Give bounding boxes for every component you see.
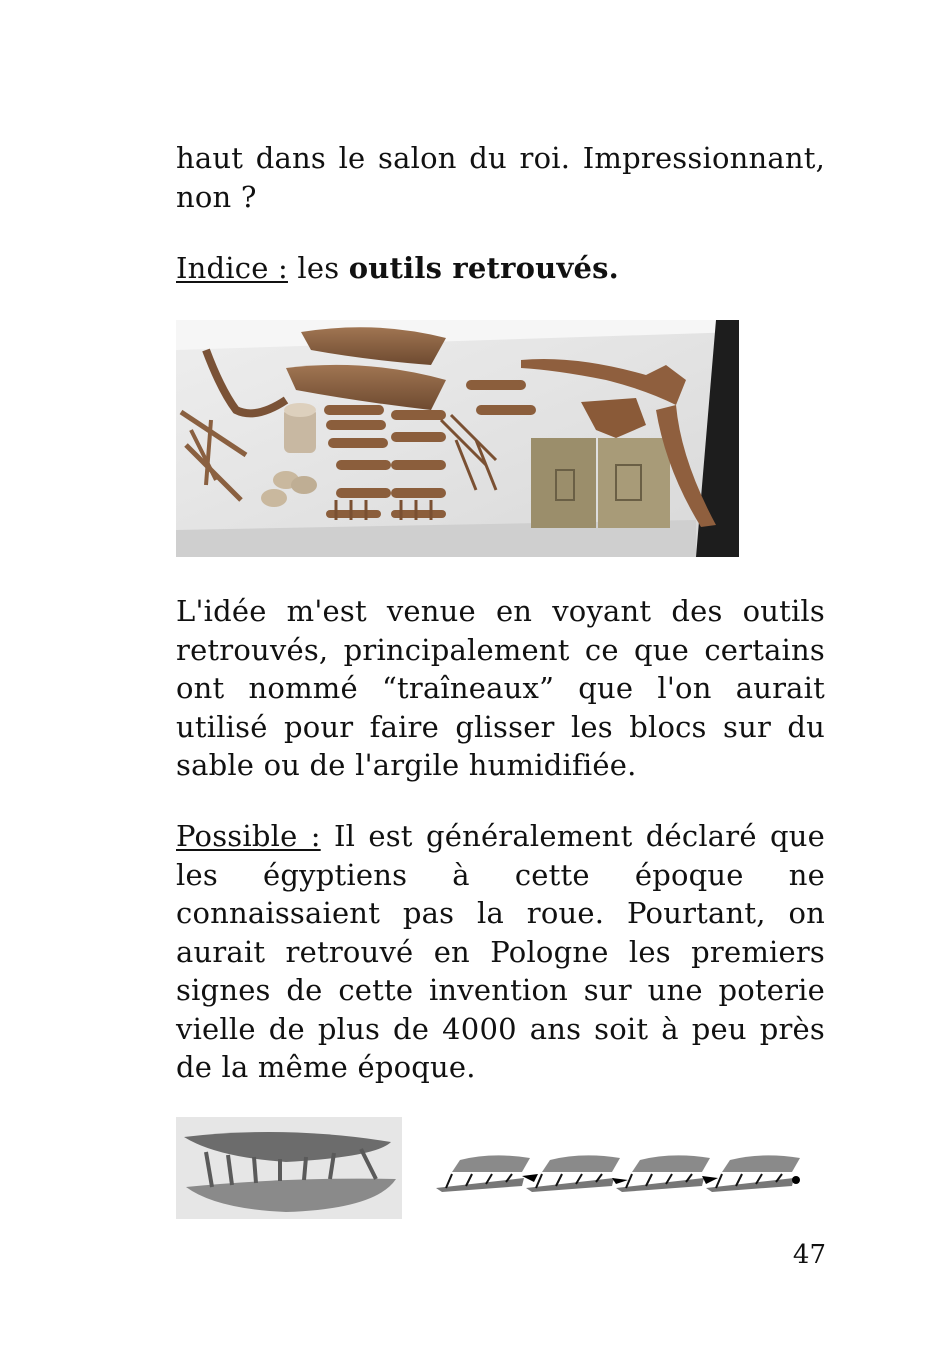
possible-label: Possible : [176,819,321,853]
wooden-sledge-photo-icon [176,1117,402,1219]
indice-line [176,249,825,288]
tools-photo [176,320,739,557]
indice-label: Indice : [176,251,288,285]
paragraph-top-text: haut dans le salon du roi. Impressionnant, non ? [176,141,825,214]
page-number: 47 [792,1240,826,1270]
sledge-diagram [430,1150,812,1200]
indice-text: les [287,251,349,285]
sledge-photo [176,1117,402,1219]
linked-sledges-diagram-icon [430,1150,812,1200]
indice-bold: outils retrouvés. [348,251,619,285]
possible-text: Il est généralement déclaré que les égyptiens à cette époque ne connaissaient pas la roue. Pourtant, on aurait retrouvé en Pologne les premiers signes de cette invention sur une poterie vielle de plus de 4000 ans soit à peu près de la même époque. [176,819,825,1084]
paragraph-idea-text: L'idée m'est venue en voyant des outils retrouvés, principalement ce que certains ont nommé “traîneaux” que l'on aurait utilisé pour faire glisser les blocs sur du sable ou de l'argile humidifiée. [176,594,825,782]
paragraph-idea [176,592,825,785]
ancient-egyptian-tools-photo-icon [176,320,739,557]
paragraph-top [176,139,825,216]
paragraph-possible [176,817,825,1087]
